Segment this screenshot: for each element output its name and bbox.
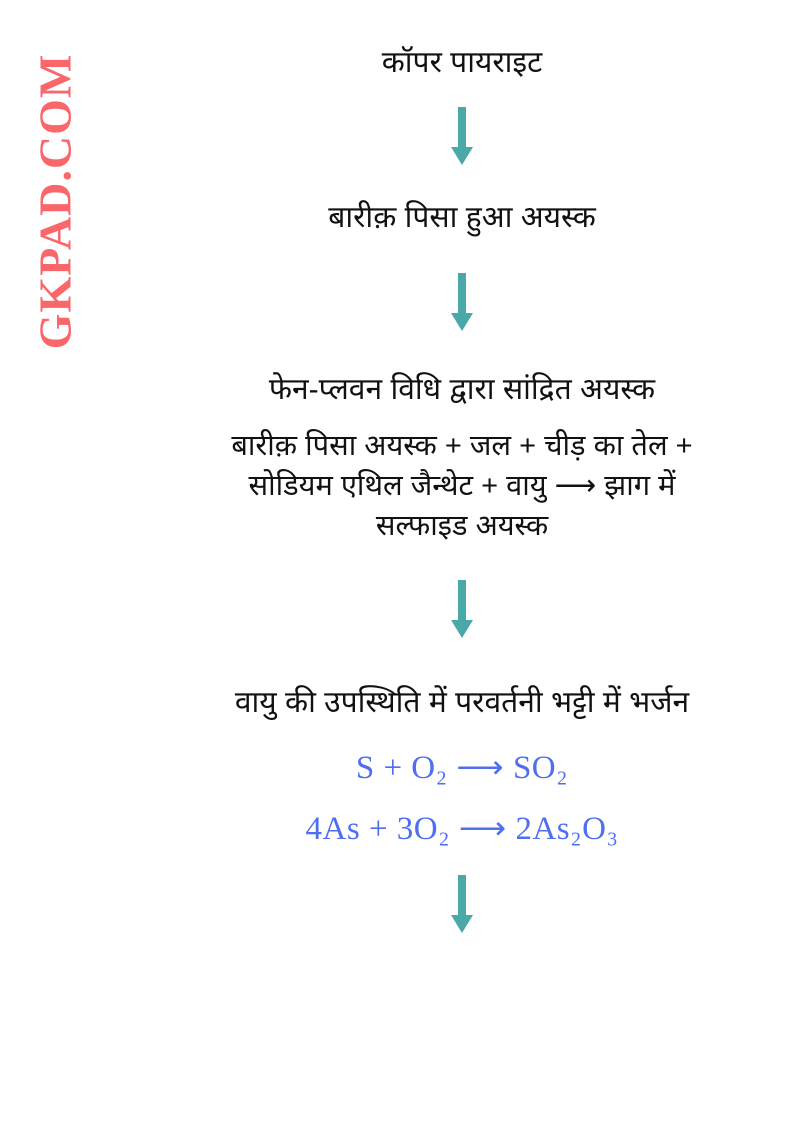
flow-node-3-title: फेन-प्लवन विधि द्वारा सांद्रित अयस्क: [268, 372, 656, 406]
watermark: [0, 0, 130, 420]
flowchart: [130, 0, 794, 1123]
flow-node-3-detail-line3: सल्फाइड अयस्क: [375, 510, 549, 543]
arrow-down-icon-2: [447, 273, 477, 335]
flow-node-3-detail-line2: सोडियम एथिल जैन्थेट + वायु ⟶ झाग में: [248, 470, 676, 503]
equation-1: S + O₂ ⟶ SO₂: [355, 749, 569, 786]
arrow-down-icon-3: [447, 580, 477, 642]
equation-2: 4As + 3O₂ ⟶ 2As₂O₃: [305, 811, 619, 848]
watermark-text: GKPAD.COM: [29, 53, 81, 350]
arrow-down-icon-4: [447, 875, 477, 937]
arrow-down-icon-1: [447, 107, 477, 169]
flow-node-1: कॉपर पायराइट: [381, 46, 543, 79]
flow-node-3-detail-line1: बारीक़ पिसा अयस्क + जल + चीड़ का तेल +: [231, 430, 693, 463]
flow-node-4-title: वायु की उपस्थिति में परवर्तनी भट्टी में भर्जन: [234, 686, 690, 720]
flow-node-2: बारीक़ पिसा हुआ अयस्क: [328, 201, 596, 235]
